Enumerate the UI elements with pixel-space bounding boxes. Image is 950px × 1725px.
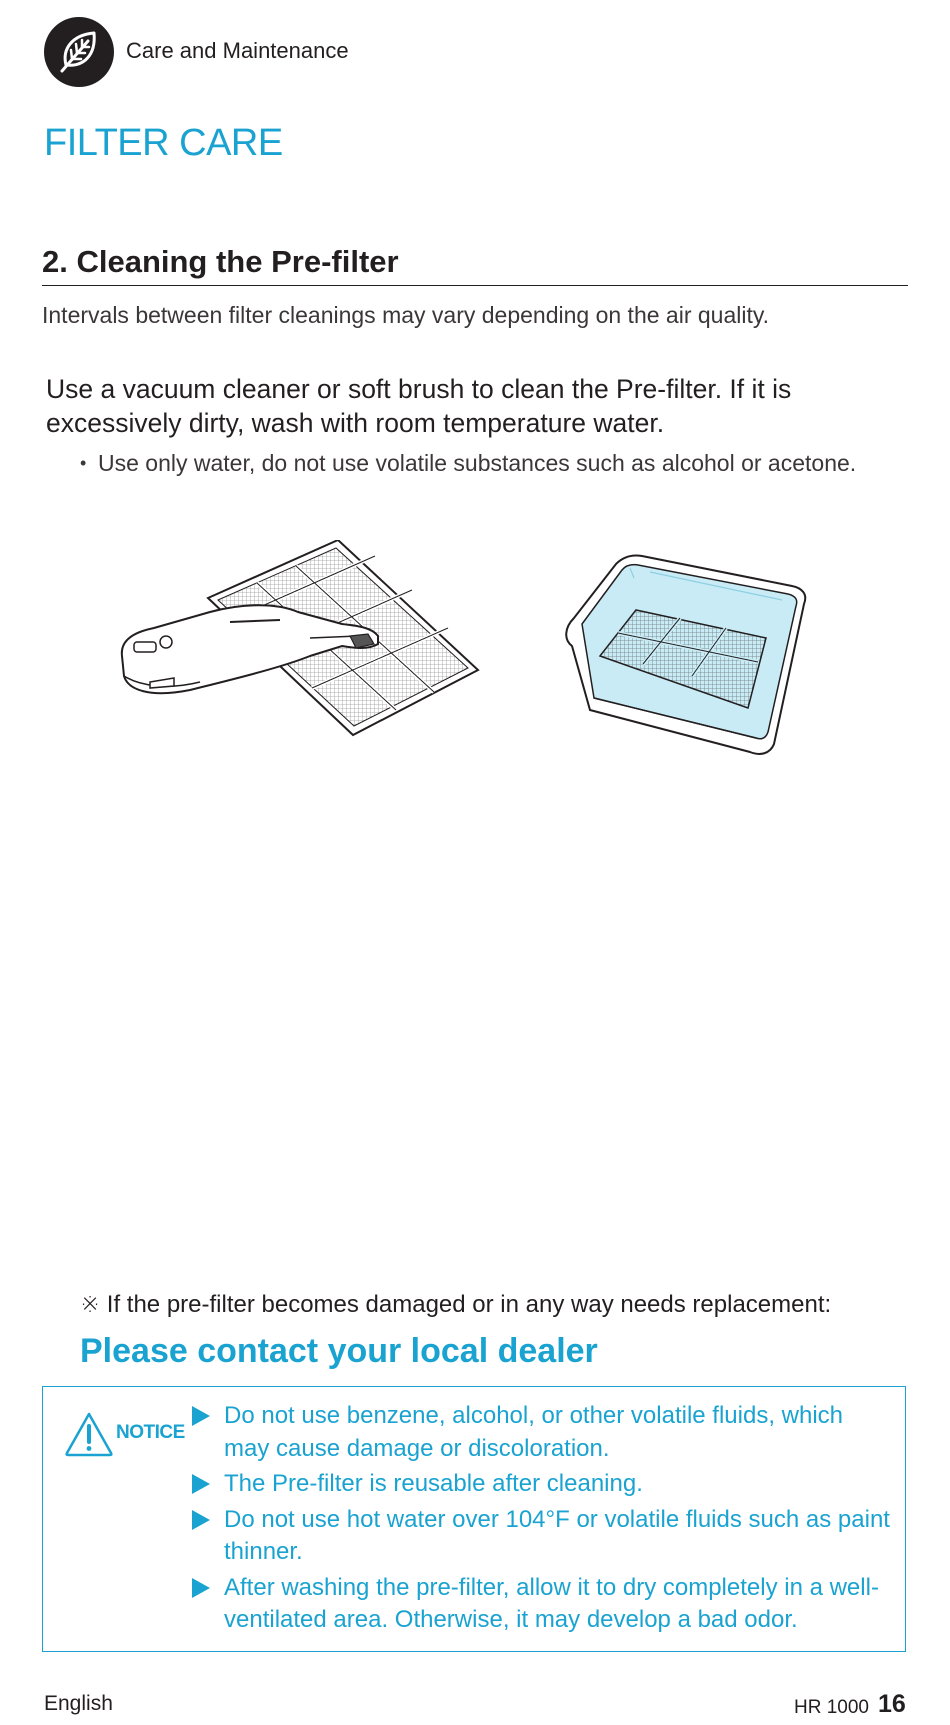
triangle-bullet-icon [192, 1578, 210, 1598]
bullet-text: Use only water, do not use volatile substances such as alcohol or acetone. [98, 450, 857, 476]
notice-item-text: Do not use hot water over 104°F or volatile fluids such as paint thinner. [224, 1505, 890, 1565]
notice-list [190, 1400, 890, 1640]
leaf-badge [44, 17, 114, 87]
notice-item-text: After washing the pre-filter, allow it to dry completely in a well-ventilated area. Otherwise, it may develop a bad odor. [224, 1573, 879, 1633]
notice-item [190, 1468, 890, 1501]
lead-instruction: Use a vacuum cleaner or soft brush to clean the Pre-filter. If it is excessively dirty, wash with room temperature water. [46, 374, 792, 438]
notice-item [190, 1572, 890, 1637]
page-number: 16 [878, 1690, 906, 1718]
page-title: FILTER CARE [44, 122, 283, 164]
vacuum-cleaning-filter-illustration [110, 540, 490, 760]
notice-item [190, 1400, 890, 1465]
intro-text: Intervals between filter cleanings may vary depending on the air quality. [42, 302, 770, 328]
notice-item-text: Do not use benzene, alcohol, or other volatile fluids, which may cause damage or discoloration. [224, 1402, 844, 1462]
notice-label: NOTICE [116, 1422, 185, 1443]
section-heading: 2. Cleaning the Pre-filter [42, 244, 399, 279]
warning-icon [64, 1411, 114, 1457]
footer-model: HR 1000 [794, 1697, 869, 1718]
bullet-dot: • [80, 453, 87, 473]
section-name: Care and Maintenance [126, 38, 349, 63]
triangle-bullet-icon [192, 1406, 210, 1426]
notice-item-text: The Pre-filter is reusable after cleaning. [224, 1470, 643, 1497]
footer-language: English [44, 1692, 113, 1715]
replacement-note: ※ If the pre-filter becomes damaged or in any way needs replacement: [80, 1291, 832, 1318]
triangle-bullet-icon [192, 1474, 210, 1494]
triangle-bullet-icon [192, 1510, 210, 1530]
notice-item [190, 1504, 890, 1569]
heading-rule [42, 285, 908, 286]
bullet-item [80, 450, 856, 477]
filter-in-water-basin-illustration [560, 548, 830, 768]
contact-dealer-heading: Please contact your local dealer [80, 1332, 598, 1370]
leaf-icon [44, 17, 114, 87]
